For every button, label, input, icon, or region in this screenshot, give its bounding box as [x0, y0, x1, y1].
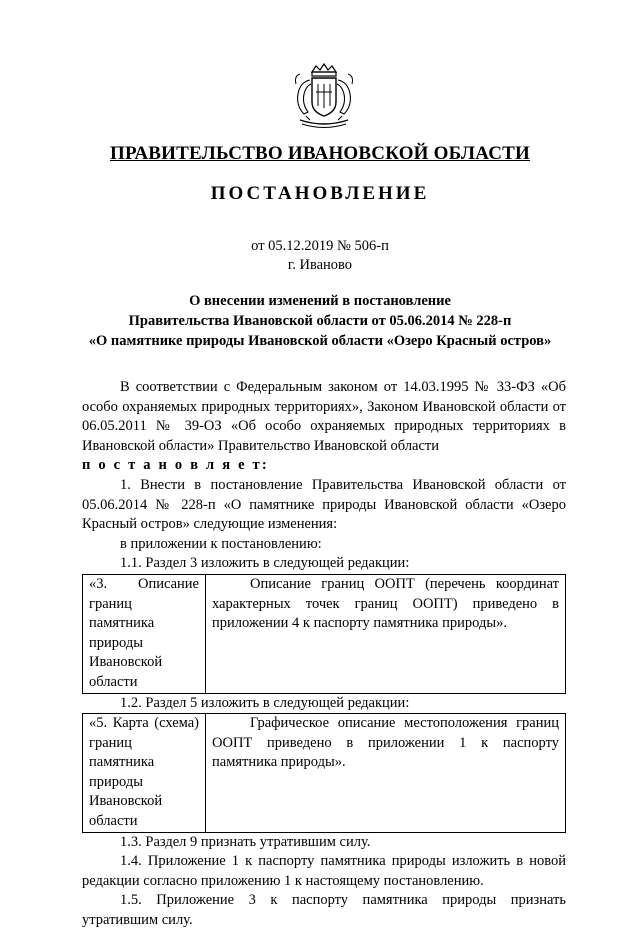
document-type: ПОСТАНОВЛЕНИЕ: [210, 183, 430, 204]
date-number: от 05.12.2019 № 506-п: [251, 238, 389, 254]
section-5-title: «5. Карта (схема) границ памятника природы Ивановской области: [83, 714, 206, 833]
preamble-paragraph: В соответствии с Федеральным законом от 14.03.1995 № 33-ФЗ «Об особо охраняемых природных территориях», Законом Ивановской области от 06.05.2011 № 39-ОЗ «Об особо охраняемых природных территориях в Ивановской области» Правительство Ивановской области: [82, 379, 566, 454]
subject-line-3: «О памятнике природы Ивановской области «Озеро Красный остров»: [88, 333, 552, 349]
item-1-1: 1.1. Раздел 3 изложить в следующей редакции:: [120, 555, 410, 572]
section-5-content: [206, 714, 566, 833]
item-1-4: 1.4. Приложение 1 к паспорту памятника природы изложить в новой редакции согласно приложению 1 к настоящему постановлению.: [82, 853, 566, 889]
document-body: [82, 378, 566, 931]
section-5-table: [82, 713, 566, 833]
item-1-2: 1.2. Раздел 5 изложить в следующей редакции:: [120, 694, 410, 711]
table-row: [83, 714, 566, 833]
item-1-sub: в приложении к постановлению:: [120, 535, 322, 552]
section-3-title: «3. Описание границ памятника природы Ивановской области: [83, 574, 206, 693]
item-1: 1. Внести в постановление Правительства Ивановской области от 05.06.2014 № 228-п «О памятнике природы Ивановской области «Озеро Красный остров» следующие изменения:: [82, 476, 566, 533]
section-3-content: [206, 574, 566, 693]
city: г. Иваново: [287, 257, 353, 273]
document-subject: [70, 291, 570, 351]
section-5-text: Графическое описание местоположения границ ООПТ приведено в приложении 1 к паспорту памятника природы».: [212, 715, 559, 771]
decree-word-paragraph: [82, 456, 566, 476]
section-3-text: Описание границ ООПТ (перечень координат характерных точек границ ООПТ) приведено в приложении 4 к паспорту памятника природы».: [212, 575, 559, 632]
decree-word: п о с т а н о в л я е т:: [82, 457, 269, 474]
organization-title: ПРАВИТЕЛЬСТВО ИВАНОВСКОЙ ОБЛАСТИ: [110, 143, 530, 164]
subject-line-1: О внесении изменений в постановление: [189, 293, 451, 309]
subject-line-2: Правительства Ивановской области от 05.06.2014 № 228-п: [128, 313, 512, 329]
table-row: [83, 574, 566, 693]
coat-of-arms-icon: [290, 62, 358, 132]
item-1-3: 1.3. Раздел 9 признать утратившим силу.: [120, 833, 371, 850]
section-3-table: [82, 574, 566, 694]
item-1-5: 1.5. Приложение 3 к паспорту памятника природы признать утратившим силу.: [82, 892, 566, 929]
